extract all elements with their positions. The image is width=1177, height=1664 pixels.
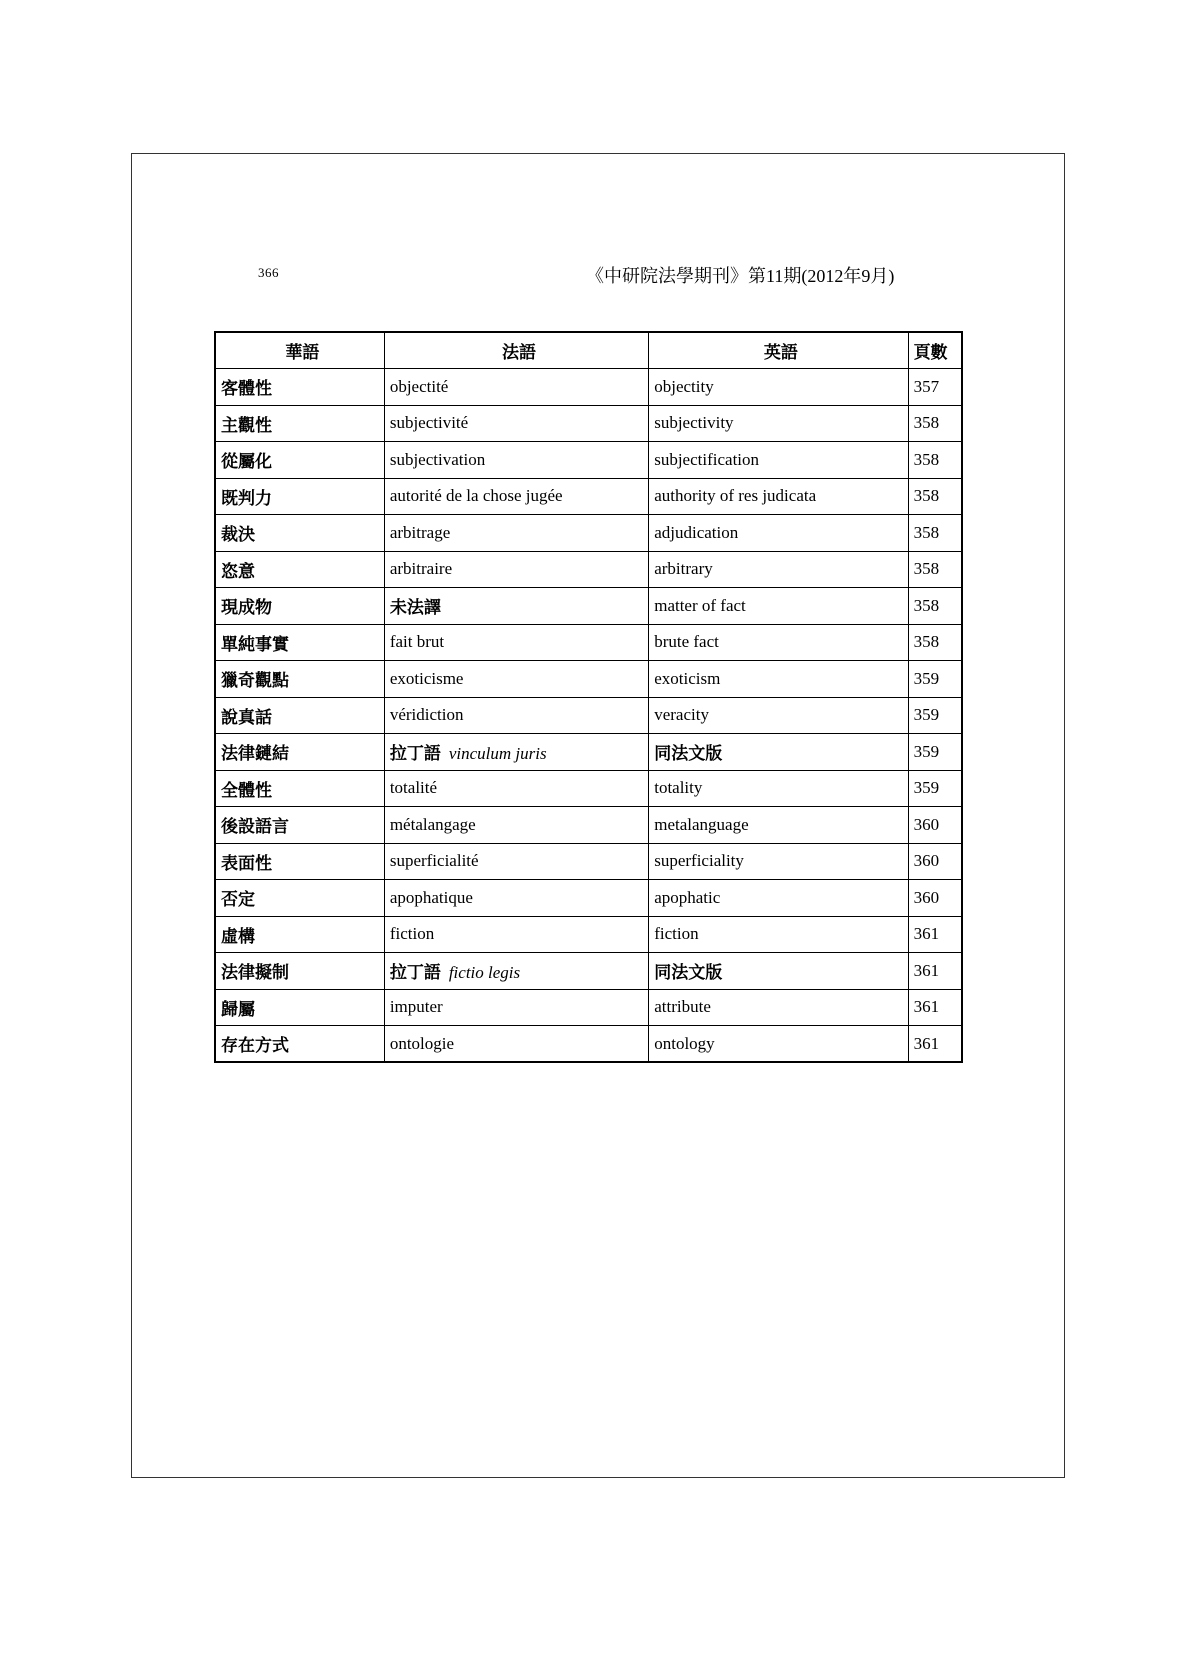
cell-chinese-term: 存在方式	[215, 1026, 384, 1063]
cell-english-term: 同法文版	[649, 734, 908, 771]
table-row	[215, 405, 962, 442]
cell-page-number: 360	[908, 880, 962, 917]
table-header-row	[215, 332, 962, 369]
cell-french-term: objectité	[384, 369, 648, 406]
cell-french-term: autorité de la chose jugée	[384, 478, 648, 515]
cell-english-term: objectity	[649, 369, 908, 406]
cell-page-number: 358	[908, 405, 962, 442]
cell-chinese-term: 恣意	[215, 551, 384, 588]
cell-english-term: attribute	[649, 989, 908, 1026]
table-row	[215, 515, 962, 552]
table-row	[215, 588, 962, 625]
table-row	[215, 807, 962, 844]
latin-term: fictio legis	[448, 963, 521, 983]
cell-french-term: exoticisme	[384, 661, 648, 698]
cell-english-term: subjectification	[649, 442, 908, 479]
cell-english-term: matter of fact	[649, 588, 908, 625]
cell-french-term: arbitrage	[384, 515, 648, 552]
cell-english-term: metalanguage	[649, 807, 908, 844]
cell-french-term	[384, 734, 648, 771]
table-row	[215, 369, 962, 406]
glossary-table	[214, 331, 963, 1063]
cell-chinese-term: 從屬化	[215, 442, 384, 479]
cell-english-term: totality	[649, 770, 908, 807]
cell-chinese-term: 單純事實	[215, 624, 384, 661]
cell-page-number: 361	[908, 953, 962, 990]
column-header-pages: 頁數	[908, 332, 962, 369]
table-row	[215, 953, 962, 990]
cell-english-term: authority of res judicata	[649, 478, 908, 515]
cell-chinese-term: 主觀性	[215, 405, 384, 442]
running-head: 《中研院法學期刊》第11期(2012年9月)	[586, 266, 895, 286]
cell-english-term: superficiality	[649, 843, 908, 880]
cell-page-number: 361	[908, 989, 962, 1026]
table-row	[215, 551, 962, 588]
page-number: 366	[258, 265, 279, 280]
cell-page-number: 358	[908, 624, 962, 661]
cell-page-number: 358	[908, 551, 962, 588]
cell-chinese-term: 虛構	[215, 916, 384, 953]
cell-chinese-term: 說真話	[215, 697, 384, 734]
table-row	[215, 624, 962, 661]
cell-english-term: arbitrary	[649, 551, 908, 588]
table-row	[215, 478, 962, 515]
cell-english-term: ontology	[649, 1026, 908, 1063]
cell-french-term: subjectivation	[384, 442, 648, 479]
cell-english-term: veracity	[649, 697, 908, 734]
cell-page-number: 358	[908, 478, 962, 515]
cell-page-number: 361	[908, 1026, 962, 1063]
cell-english-term: apophatic	[649, 880, 908, 917]
latin-term: vinculum juris	[448, 744, 547, 764]
cell-page-number: 359	[908, 734, 962, 771]
cell-french-term: arbitraire	[384, 551, 648, 588]
table-row	[215, 1026, 962, 1063]
cell-french-term: subjectivité	[384, 405, 648, 442]
cell-french-term: métalangage	[384, 807, 648, 844]
table-row	[215, 661, 962, 698]
cell-english-term: 同法文版	[649, 953, 908, 990]
cell-page-number: 361	[908, 916, 962, 953]
cell-french-term	[384, 953, 648, 990]
cell-french-term: fiction	[384, 916, 648, 953]
glossary-body	[215, 369, 962, 1063]
table-row	[215, 880, 962, 917]
cell-french-term: superficialité	[384, 843, 648, 880]
table-row	[215, 989, 962, 1026]
cell-english-term: fiction	[649, 916, 908, 953]
cell-chinese-term: 獵奇觀點	[215, 661, 384, 698]
cell-page-number: 358	[908, 442, 962, 479]
cell-english-term: exoticism	[649, 661, 908, 698]
french-term-label: 拉丁語	[389, 963, 441, 984]
cell-page-number: 360	[908, 807, 962, 844]
cell-french-term: véridiction	[384, 697, 648, 734]
cell-chinese-term: 歸屬	[215, 989, 384, 1026]
cell-chinese-term: 後設語言	[215, 807, 384, 844]
cell-french-term: imputer	[384, 989, 648, 1026]
cell-french-term: ontologie	[384, 1026, 648, 1063]
cell-chinese-term: 客體性	[215, 369, 384, 406]
cell-page-number: 357	[908, 369, 962, 406]
cell-page-number: 359	[908, 770, 962, 807]
column-header-french: 法語	[384, 332, 648, 369]
cell-page-number: 359	[908, 661, 962, 698]
table-row	[215, 843, 962, 880]
cell-french-term: totalité	[384, 770, 648, 807]
cell-page-number: 358	[908, 588, 962, 625]
cell-english-term: subjectivity	[649, 405, 908, 442]
cell-chinese-term: 裁決	[215, 515, 384, 552]
column-header-chinese: 華語	[215, 332, 384, 369]
cell-chinese-term: 現成物	[215, 588, 384, 625]
cell-chinese-term: 法律擬制	[215, 953, 384, 990]
cell-english-term: brute fact	[649, 624, 908, 661]
cell-chinese-term: 表面性	[215, 843, 384, 880]
cell-page-number: 359	[908, 697, 962, 734]
french-term-label: 拉丁語	[389, 744, 441, 765]
table-row	[215, 734, 962, 771]
table-row	[215, 442, 962, 479]
cell-chinese-term: 否定	[215, 880, 384, 917]
cell-chinese-term: 全體性	[215, 770, 384, 807]
cell-french-term: fait brut	[384, 624, 648, 661]
cell-page-number: 358	[908, 515, 962, 552]
cell-french-term: 未法譯	[384, 588, 648, 625]
cell-chinese-term: 既判力	[215, 478, 384, 515]
cell-page-number: 360	[908, 843, 962, 880]
table-row	[215, 697, 962, 734]
table-row	[215, 916, 962, 953]
column-header-english: 英語	[649, 332, 908, 369]
table-row	[215, 770, 962, 807]
cell-french-term: apophatique	[384, 880, 648, 917]
cell-chinese-term: 法律鏈結	[215, 734, 384, 771]
cell-english-term: adjudication	[649, 515, 908, 552]
